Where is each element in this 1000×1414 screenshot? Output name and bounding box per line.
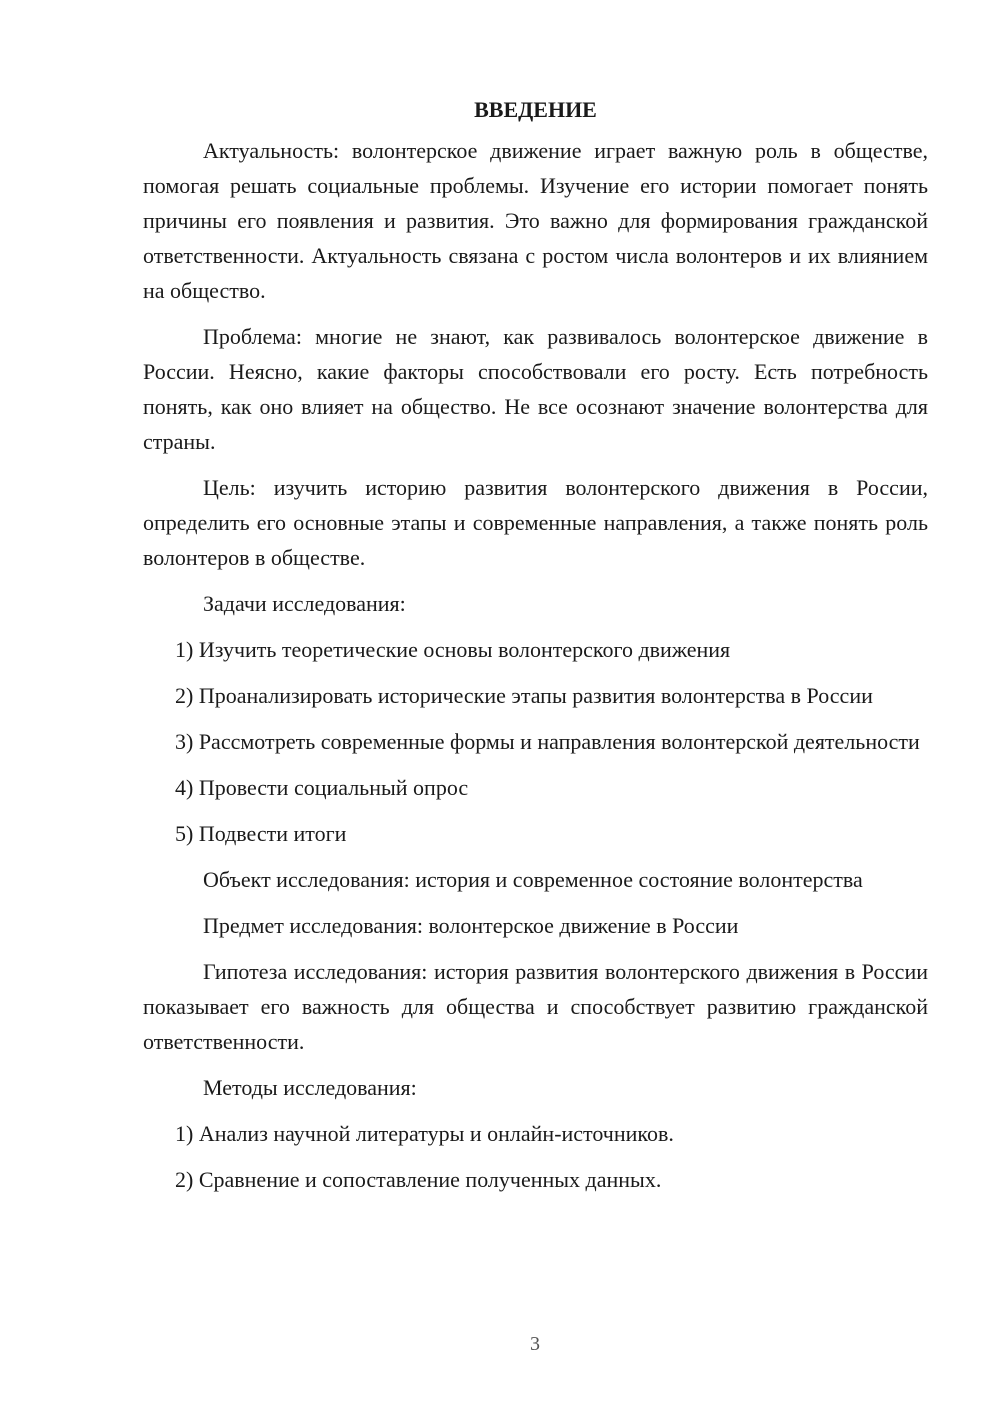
page-number: 3 — [530, 1333, 540, 1355]
method-item: 1) Анализ научной литературы и онлайн-источников. — [175, 1121, 674, 1146]
task-item: 3) Рассмотреть современные формы и направления волонтерской деятельности — [175, 729, 920, 754]
method-item: 2) Сравнение и сопоставление полученных данных. — [175, 1167, 662, 1192]
task-item: 2) Проанализировать исторические этапы развития волонтерства в России — [175, 683, 873, 708]
subject-paragraph: Предмет исследования: волонтерское движение в России — [203, 913, 739, 938]
relevance-paragraph: Актуальность: волонтерское движение играет важную роль в обществе, помогая решать социальные проблемы. Изучение его истории помогает понять причины его появления и развития. Это важно для формирования гражданской ответственности. Актуальность связана с ростом числа волонтеров и их влиянием на общество. — [143, 138, 928, 303]
task-item: 1) Изучить теоретические основы волонтерского движения — [175, 637, 731, 662]
task-item: 5) Подвести итоги — [175, 821, 347, 846]
problem-paragraph: Проблема: многие не знают, как развивалось волонтерское движение в России. Неясно, какие факторы способствовали его росту. Есть потребность понять, как оно влияет на общество. Не все осознают значение волонтерства для страны. — [143, 324, 928, 454]
tasks-heading: Задачи исследования: — [203, 591, 406, 616]
hypothesis-paragraph: Гипотеза исследования: история развития волонтерского движения в России показывает его важность для общества и способствует развитию гражданской ответственности. — [143, 959, 928, 1054]
methods-heading: Методы исследования: — [203, 1075, 417, 1100]
object-paragraph: Объект исследования: история и современное состояние волонтерства — [203, 867, 863, 892]
goal-paragraph: Цель: изучить историю развития волонтерского движения в России, определить его основные этапы и современные направления, а также понять роль волонтеров в обществе. — [143, 475, 928, 570]
task-item: 4) Провести социальный опрос — [175, 775, 469, 800]
section-title: ВВЕДЕНИЕ — [474, 97, 597, 122]
document-page — [143, 92, 928, 1197]
